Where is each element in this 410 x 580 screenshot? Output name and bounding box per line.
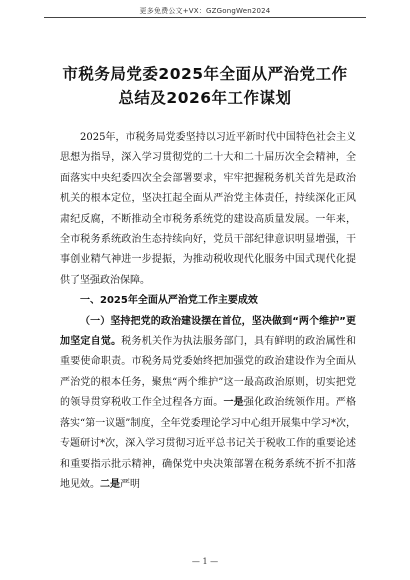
point-text-1: 强化政治统领作用。严格落实“第一议题”制度，全年党委理论学习中心组开展集中学习*次，专题研讨*次，深入学习贯彻习近平总书记关于税收工作的重要论述和重要指示批示精神，确保党中央决策部署在税务系统不折不扣落地见效。	[60, 397, 357, 490]
document-body	[60, 128, 356, 495]
document-title-line2: 总结及2026年工作谋划	[118, 89, 292, 107]
point-text-2: 严明	[120, 478, 140, 490]
subsection-heading-1: （一）坚持把党的政治建设摆在首位，坚决做到“两个维护”更加坚定自觉。	[60, 315, 356, 348]
section-heading-1: 一、2025年全面从严治党工作主要成效	[80, 295, 258, 307]
point-label-2: 二是	[100, 478, 120, 490]
subsection-paragraph-1	[60, 312, 356, 496]
point-label-1: 一是	[223, 397, 244, 409]
subsection-text-1: 税务机关作为执法服务部门，具有鲜明的政治属性和重要使命职责。市税务局党委始终把加强党的政治建设作为全面从严治党的根本任务，聚焦“两个维护”这一最高政治原则，切实把党的领导贯穿税收工作全过程各方面。	[60, 336, 357, 409]
document-title-line1: 市税务局党委2025年全面从严治党工作	[62, 65, 348, 83]
intro-paragraph: 2025年，市税务局党委坚持以习近平新时代中国特色社会主义思想为指导，深入学习贯彻党的二十大和二十届历次全会精神，全面落实中央纪委四次全会部署要求，牢牢把握税务机关首先是政治机关的根本定位，坚决扛起全面从严治党主体责任，持续深化正风肃纪反腐，不断推动全市税务系统党的建设高质量发展。一年来，全市税务系统政治生态持续向好，党员干部纪律意识明显增强，干事创业精气神进一步提振，为推动税收现代化服务中国式现代化提供了坚强政治保障。	[60, 132, 356, 286]
header-note: 更多免费公文+VX：GZGongWen2024	[139, 7, 271, 15]
page-number: — 1 —	[191, 557, 219, 566]
header-divider	[44, 17, 366, 18]
